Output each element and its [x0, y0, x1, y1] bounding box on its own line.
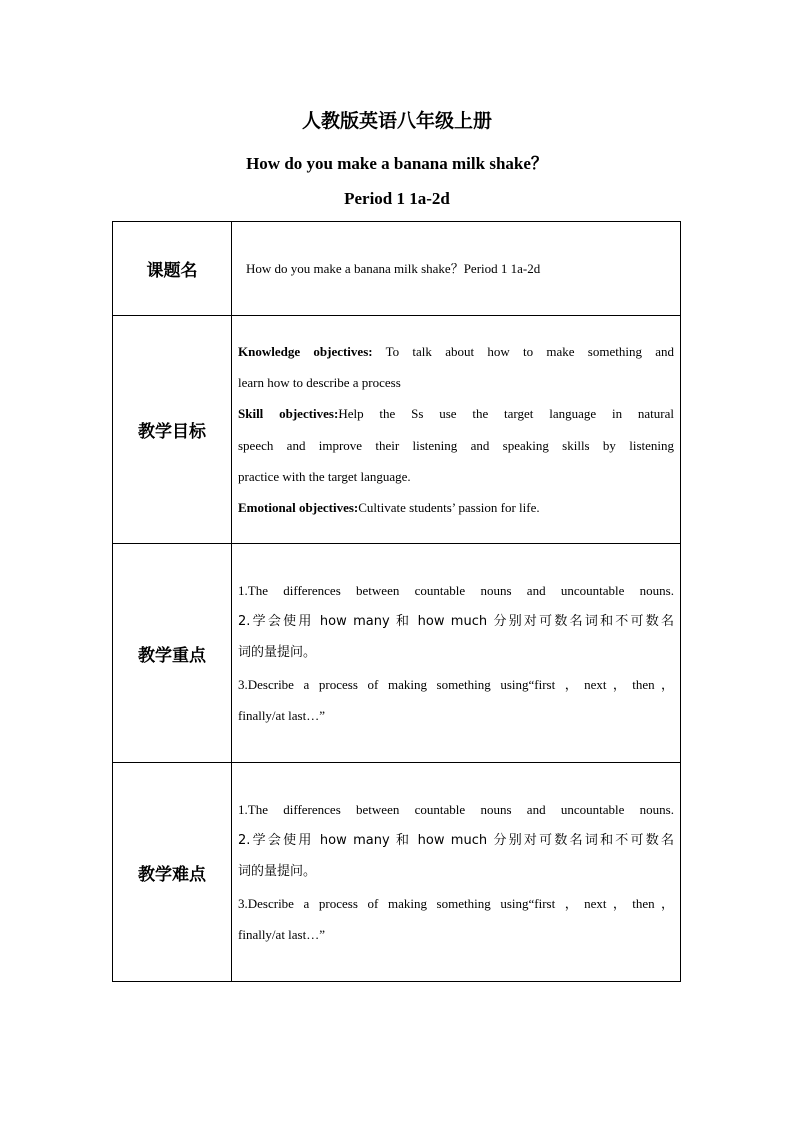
- knowledge-objectives-label: Knowledge objectives:: [238, 343, 373, 359]
- lesson-plan-table: [112, 221, 681, 982]
- knowledge-objectives-line-2: learn how to describe a process: [238, 374, 401, 390]
- skill-objectives-line-3: practice with the target language.: [238, 468, 411, 484]
- skill-objectives-label: Skill objectives:: [238, 406, 339, 422]
- key-point-line-3: 词的量提问。: [238, 645, 317, 661]
- document-title: 人教版英语八年级上册: [301, 110, 492, 132]
- topic-label: 课题名: [113, 222, 232, 316]
- skill-objectives-text-1: Help the Ss use the target language in natural: [338, 406, 674, 422]
- knowledge-objectives-line-1: [238, 336, 674, 367]
- key-point-line-5: finally/at last…”: [238, 707, 326, 723]
- objectives-label: 教学目标: [113, 316, 232, 544]
- lesson-title: How do you make a banana milk shake？: [246, 154, 548, 173]
- difficult-point-line-4: 3.Describe a process of making something using“first ，next，then，: [238, 895, 674, 911]
- emotional-objectives-label: Emotional objectives:: [238, 500, 359, 516]
- table-row-difficult-points: [113, 763, 681, 982]
- difficult-point-line-2: 2.学会使用 how many 和 how much 分别对可数名词和不可数名: [238, 833, 674, 849]
- emotional-objectives-line: [238, 492, 674, 523]
- key-points-cell: [232, 544, 681, 763]
- key-point-line-4: 3.Describe a process of making something using“first ，next，then，: [238, 676, 674, 692]
- table-row-topic: [113, 222, 681, 316]
- key-point-line-1: 1.The differences between countable nouns and uncountable nouns.: [238, 582, 674, 598]
- topic-cell: [232, 222, 681, 316]
- emotional-objectives-text: Cultivate students’ passion for life.: [358, 500, 540, 516]
- table-row-objectives: [113, 316, 681, 544]
- difficult-points-cell: [232, 763, 681, 982]
- difficult-point-line-3: 词的量提问。: [238, 864, 317, 880]
- key-point-line-2: 2.学会使用 how many 和 how much 分别对可数名词和不可数名: [238, 614, 674, 630]
- knowledge-objectives-text-1: To talk about how to make something and: [372, 343, 675, 359]
- period-title: Period 1 1a-2d: [344, 189, 450, 208]
- table-row-key-points: [113, 544, 681, 763]
- objectives-cell: [232, 316, 681, 544]
- key-points-label: 教学重点: [113, 544, 232, 763]
- difficult-point-line-1: 1.The differences between countable nouns and uncountable nouns.: [238, 801, 674, 817]
- difficult-point-line-5: finally/at last…”: [238, 926, 326, 942]
- topic-value: How do you make a banana milk shake？Period 1 1a-2d: [246, 260, 541, 276]
- skill-objectives-line-2: speech and improve their listening and speaking skills by listening: [238, 437, 674, 453]
- difficult-points-label: 教学难点: [113, 763, 232, 982]
- skill-objectives-line-1: [238, 398, 674, 429]
